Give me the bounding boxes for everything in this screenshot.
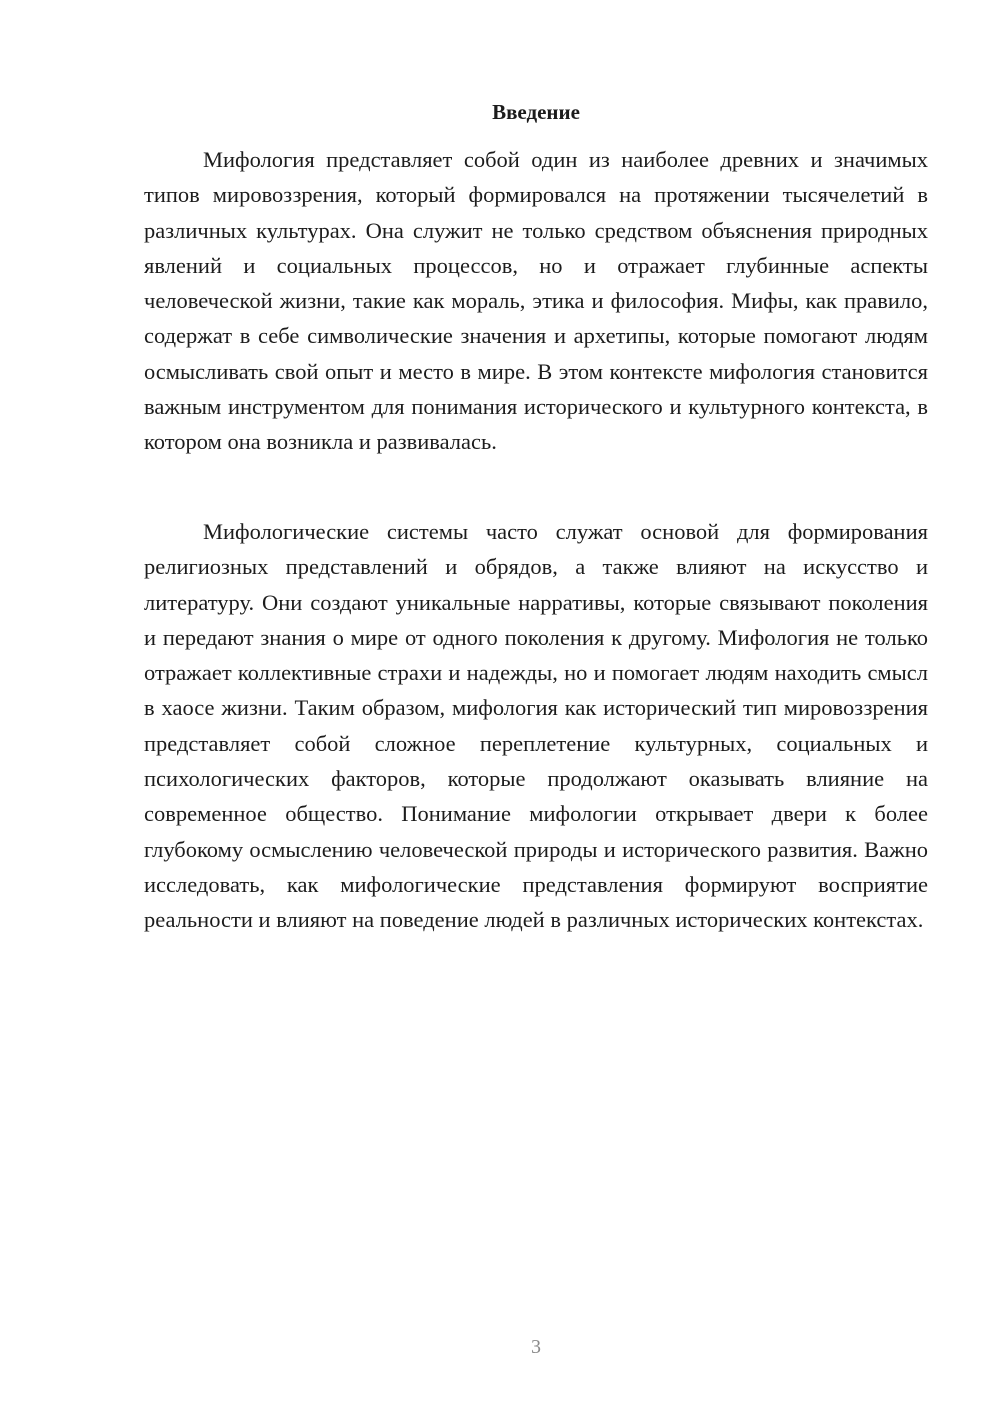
section-heading: Введение — [492, 100, 580, 124]
paragraph-1: Мифология представляет собой один из наиболее древних и значимых типов мировоззрения, который формировался на протяжении тысячелетий в различных культурах. Она служит не только средством объяснения природных явлений и социальных процессов, но и отражает глубинные аспекты человеческой жизни, такие как мораль, этика и философия. Мифы, как правило, содержат в себе символические значения и архетипы, которые помогают людям осмысливать свой опыт и место в мире. В этом контексте мифология становится важным инструментом для понимания исторического и культурного контекста, в котором она возникла и развивалась. — [144, 147, 928, 455]
page-number: 3 — [531, 1336, 541, 1358]
paragraph-2: Мифологические системы часто служат основой для формирования религиозных представлений и обрядов, а также влияют на искусство и литературу. Они создают уникальные нарративы, которые связывают поколения и передают знания о мире от одного поколения к другому. Мифология не только отражает коллективные страхи и надежды, но и помогает людям находить смысл в хаосе жизни. Таким образом, мифология как исторический тип мировоззрения представляет собой сложное переплетение культурных, социальных и психологических факторов, которые продолжают оказывать влияние на современное общество. Понимание мифологии открывает двери к более глубокому осмыслению человеческой природы и исторического развития. Важно исследовать, как мифологические представления формируют восприятие реальности и влияют на поведение людей в различных исторических контекстах. — [144, 519, 928, 933]
